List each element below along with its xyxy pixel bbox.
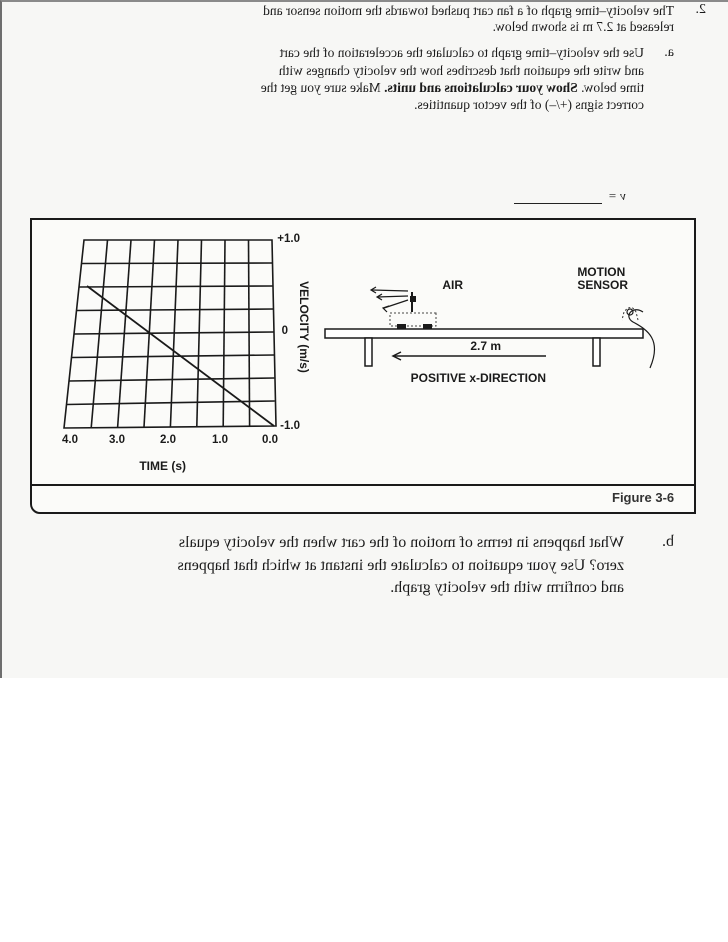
part-a-line-3-post: Make sure you get the — [260, 80, 385, 95]
part-b-line-2: zero? Use your equation to calculate the instant at which that happens — [177, 557, 624, 574]
x-tick-1: 1.0 — [212, 434, 228, 446]
x-tick-4: 4.0 — [62, 434, 78, 446]
y-axis-label: VELOCITY (m/s) — [297, 281, 312, 373]
part-a-line-1: Use the velocity–time graph to calculate the acceleration of the cart — [279, 45, 644, 60]
y-tick-top: +1.0 — [277, 233, 300, 245]
part-a-emphasis: Show your calculations and units. — [384, 80, 578, 95]
answer-prefix: v = — [608, 188, 626, 203]
distance-label: 2.7 m — [470, 339, 501, 353]
question-text-line-2: released at 2.7 m is shown below. — [492, 19, 674, 34]
x-tick-3: 3.0 — [109, 434, 125, 446]
x-tick-0: 0.0 — [262, 434, 278, 446]
air-label: AIR — [442, 278, 463, 292]
motion-sensor-label: MOTION SENSOR — [577, 265, 628, 292]
positive-direction-label: POSITIVE x-DIRECTION — [410, 371, 546, 385]
blank-area — [0, 678, 728, 942]
part-a-line-4: correct signs (+/–) of the vector quantities. — [414, 97, 644, 112]
question-text-line-1: The velocity–time graph of a fan cart pushed towards the motion sensor and — [263, 3, 674, 18]
part-b-line-3: and confirm with the velocity graph. — [390, 579, 624, 596]
part-b-label: b. — [662, 533, 674, 550]
part-b-line-1: What happens in terms of motion of the cart when the velocity equals — [178, 534, 624, 551]
x-tick-2: 2.0 — [160, 434, 176, 446]
x-axis-label: TIME (s) — [139, 459, 186, 473]
figure-caption: Figure 3-6 — [612, 490, 675, 505]
part-a-line-2: and write the equation that describes how the velocity changes with — [278, 63, 644, 78]
part-a-line-3-pre: time below. — [577, 80, 644, 95]
part-a-label: a. — [664, 45, 674, 60]
y-tick-bottom: -1.0 — [280, 420, 300, 432]
y-tick-zero: 0 — [281, 325, 288, 337]
question-number: 2. — [695, 2, 706, 17]
